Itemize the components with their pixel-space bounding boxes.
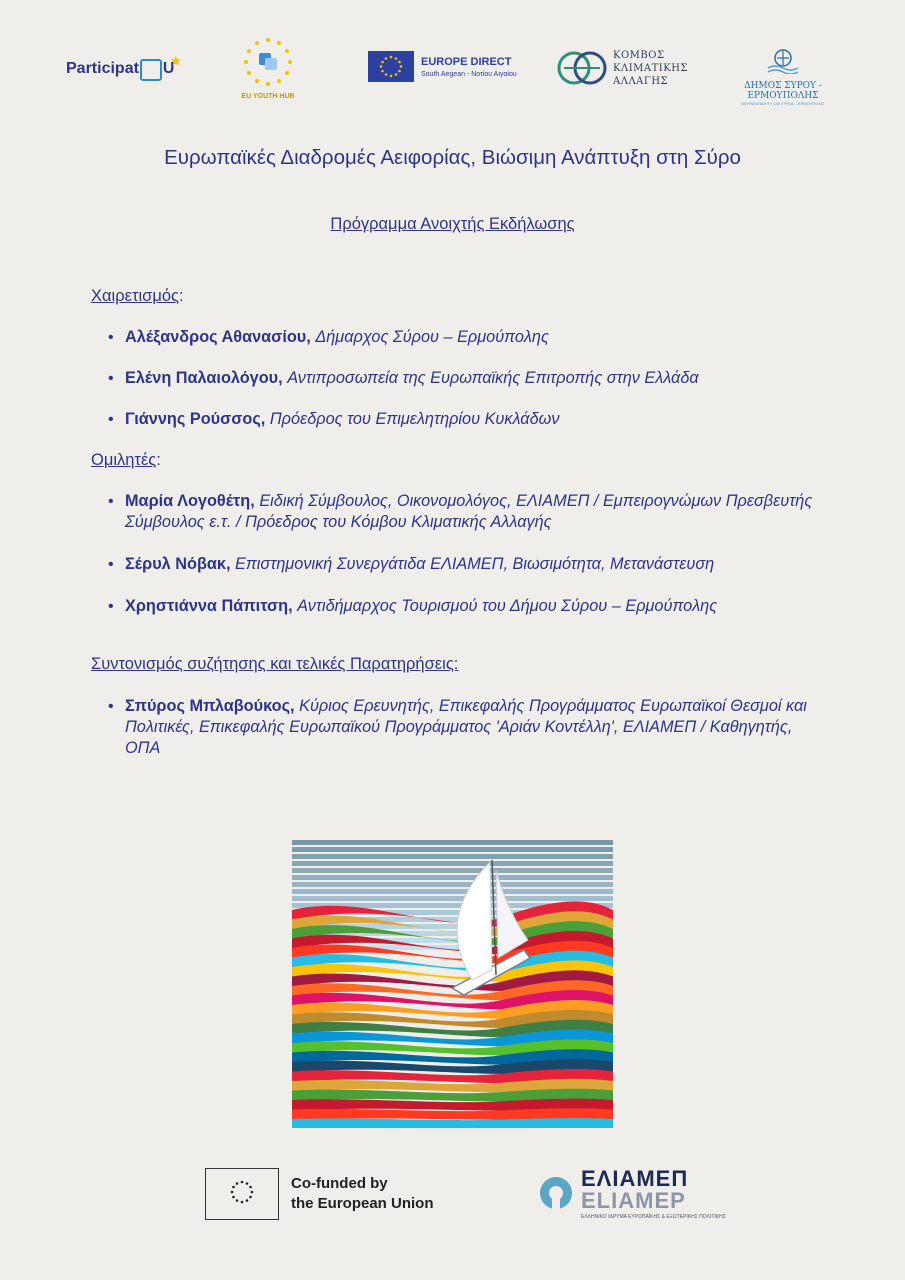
dimos-title: ΔΗΜΟΣ ΣΥΡΟΥ - ΕΡΜΟΥΠΟΛΗΣ xyxy=(744,81,822,101)
youth-hub-label: EU YOUTH HUB xyxy=(241,93,295,100)
person-role: Πρόεδρος του Επιμελητηρίου Κυκλάδων xyxy=(269,410,560,428)
greetings-heading xyxy=(91,287,184,306)
sky-stripe xyxy=(292,840,613,845)
kombos-line1: ΚΟΜΒΟΣ xyxy=(613,49,665,61)
sky-stripe xyxy=(292,882,613,887)
cofunded-eu-logo xyxy=(205,1168,434,1220)
person-role: Αντιπροσωπεία της Ευρωπαϊκής Επιτροπής στην Ελλάδα xyxy=(287,369,699,387)
sdg-wave xyxy=(292,1118,613,1128)
person-role: Ειδική Σύμβουλος, Οικονομολόγος, ΕΛΙΑΜΕΠ / Εμπειρογνώμων Πρεσβευτής Σύμβουλος ε.τ. / Πρόεδρος του Κόμβου Κλιματικής Αλλαγής xyxy=(125,492,813,531)
list-item xyxy=(108,327,828,348)
person-name: Σπύρος Μπλαβούκος, xyxy=(125,697,295,715)
star-icon: ★ xyxy=(170,54,182,68)
person-role: Δήμαρχος Σύρου – Ερμούπολης xyxy=(315,328,549,346)
eliamep-english: ELIAMEP xyxy=(581,1188,686,1213)
sdg-sailboat-artwork xyxy=(292,840,613,1128)
person-name: Γιάννης Ρούσσος, xyxy=(125,410,266,428)
person-role: Κύριος Ερευνητής, Επικεφαλής Προγράμματος Ευρωπαϊκοί Θεσμοί και Πολιτικές, Επικεφαλής Ευρωπαϊκού Προγράμματος 'Αριάν Κοντέλλη', ΕΛΙΑΜΕΠ / Καθηγητής, ΟΠΑ xyxy=(125,697,807,757)
kombos-circles-icon xyxy=(557,47,607,89)
cofunded-line1: Co-funded by xyxy=(291,1175,388,1192)
greetings-list xyxy=(108,327,828,430)
moderation-list xyxy=(108,696,808,759)
cofunded-line2: the European Union xyxy=(291,1195,434,1212)
moderation-heading xyxy=(91,655,458,674)
list-item xyxy=(108,368,828,389)
program-subtitle: Πρόγραμμα Ανοιχτής Εκδήλωσης xyxy=(330,215,575,233)
participate-logo-box xyxy=(140,59,162,81)
greetings-heading-text: Χαιρετισμός xyxy=(91,287,179,305)
sky-stripe xyxy=(292,889,613,894)
list-item xyxy=(108,596,823,617)
person-name: Ελένη Παλαιολόγου, xyxy=(125,369,283,387)
kombos-line2: ΚΛΙΜΑΤΙΚΗΣ xyxy=(613,62,688,74)
eu-flag-icon xyxy=(368,51,414,82)
kombos-line3: ΑΛΛΑΓΗΣ xyxy=(613,75,669,87)
sky-stripe xyxy=(292,896,613,901)
dimos-emblem-icon xyxy=(766,48,800,74)
person-role: Επιστημονική Συνεργάτιδα ΕΛΙΑΜΕΠ, Βιωσιμότητα, Μετανάστευση xyxy=(235,555,715,573)
eliamep-emblem-icon xyxy=(537,1173,575,1215)
participate-logo-text-end: U xyxy=(162,60,175,77)
eliamep-greek: ΕΛΙΑΜΕΠ xyxy=(581,1166,689,1191)
page-title: Ευρωπαϊκές Διαδρομές Αειφορίας, Βιώσιμη Ανάπτυξη στη Σύρο xyxy=(164,146,741,169)
person-name: Μαρία Λογοθέτη, xyxy=(125,492,255,510)
list-item xyxy=(108,409,828,430)
eliamep-subtitle: ΕΛΛΗΝΙΚΟ ΙΔΡΥΜΑ ΕΥΡΩΠΑΪΚΗΣ & ΕΞΩΤΕΡΙΚΗΣ ΠΟΛΙΤΙΚΗΣ xyxy=(581,1214,726,1220)
sky-stripe xyxy=(292,861,613,866)
person-name: Χρηστιάννα Πάπιτση, xyxy=(125,597,293,615)
eu-stars-icon xyxy=(240,36,296,86)
person-name: Σέρυλ Νόβακ, xyxy=(125,555,231,573)
eu-flag-outline-icon xyxy=(205,1168,279,1220)
dimos-syrou-logo xyxy=(712,48,854,106)
list-item xyxy=(108,696,808,759)
speakers-heading xyxy=(91,451,161,470)
person-role: Αντιδήμαρχος Τουρισμού του Δήμου Σύρου – Ερμούπολης xyxy=(297,597,718,615)
dimos-subtitle: ΜΟΥΝΙΣΙΠΑΛΙΤΥ ΟΦ ΣΥΡΟΣ - ΕΡΜΟΥΠΟΛΙΣ xyxy=(741,101,825,106)
kombos-logo xyxy=(557,47,688,89)
eliamep-logo xyxy=(537,1168,726,1220)
person-name: Αλέξανδρος Αθανασίου, xyxy=(125,328,311,346)
sky-stripe xyxy=(292,875,613,880)
europe-direct-logo xyxy=(368,51,517,82)
speakers-heading-text: Ομιλητές xyxy=(91,451,157,469)
list-item xyxy=(108,491,823,533)
sky-stripe xyxy=(292,868,613,873)
eu-youth-hub-logo xyxy=(240,36,296,100)
sailboat-waves-image xyxy=(292,840,613,1128)
participate-eu-logo xyxy=(66,54,182,80)
speakers-list xyxy=(108,491,823,617)
greetings-colon: : xyxy=(178,287,184,305)
participate-logo-text: Participat xyxy=(66,60,139,77)
sky-stripe xyxy=(292,847,613,852)
list-item xyxy=(108,554,823,575)
europe-direct-title: EUROPE DIRECT xyxy=(421,55,512,68)
sky-stripe xyxy=(292,854,613,859)
europe-direct-subtitle: South Aegean - Νοτίου Αιγαίου xyxy=(421,70,517,78)
sdg-wave xyxy=(292,1108,613,1120)
moderation-heading-text: Συντονισμός συζήτησης και τελικές Παρατηρήσεις: xyxy=(91,655,459,673)
speakers-colon: : xyxy=(156,451,161,469)
